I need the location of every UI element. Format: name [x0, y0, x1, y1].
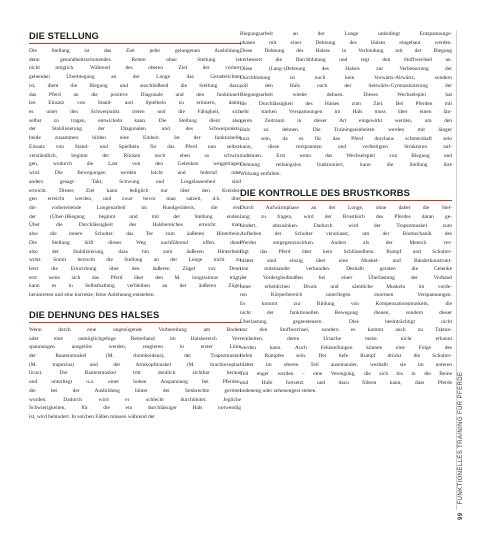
text-line: bodeneng oder zehenengest stehen. [240, 388, 317, 395]
text-line: die Durchlässigkeit des Halses zum Ziel. Bei Pferden mit [240, 100, 452, 107]
text-line: soll den Hals nach der Seitwärts-Gymnastizierung der [240, 83, 452, 90]
section-gap [240, 178, 452, 187]
text-line: wurden. Dadurch wird er schlecht durchblutet. Jegliche [29, 396, 241, 403]
text-line: verbessert die Durchblutung und regt den Stoffwechsel an. [240, 57, 452, 64]
text-line: Pferdes entgegenzuwirken. Anders als der Mensch ver- [240, 240, 452, 247]
text-line: (M. trapezius) und der Armkopfmuskel (M. brachiocepha- [29, 361, 241, 368]
text-line: erreicht. Dieses Ziel kann lediglich nur über den Kreisbo- [29, 187, 241, 194]
page-number: 99 [458, 512, 464, 520]
text-line: Es kommt zur Bildung von Kompensationsmuskeln, die [240, 301, 452, 308]
text-line: lung zu fragen, wird der Brustkorb des Pferdes daran ge- [240, 213, 452, 220]
text-line: der (Über-)Biegung beginnt und mit der Stellung enden. [29, 213, 241, 220]
text-line: der Rautenmuskel (M. rhomboideus), der Trapezmuskel [29, 353, 241, 359]
text-line: ren Körperbereich unterliegen enormen Verspannungen. [240, 292, 452, 299]
text-line: fügt das Pferd über kein Schlüsselbein. Rumpf und Schulter- [240, 248, 452, 255]
text-line: sehr starken Verspannungen im Hals muss über einen län- [240, 109, 452, 116]
text-line: wird. Die Bewegungen werden leicht und federnd oder [29, 170, 241, 177]
text-line: blätter im oberen Teil auseinander, weshalb sie im unteren [240, 362, 452, 369]
running-footer [458, 180, 470, 520]
text-line: Hals zu dehnen. Die Trainingseinheiten werden mit länger [240, 126, 452, 133]
text-line: Biegungsarbeit an der Longe unbedingt Entspannungs- [240, 31, 452, 37]
text-line: Die Stellung ist das Ziel jeder gelungenen Ausbildung, [29, 48, 241, 54]
text-line: Schwierigkeiten, für die ein durchlässiger Hals notwendig [29, 405, 241, 412]
text-line: und Hufe fortsetzt und dazu führen kann, dass Pferde [240, 379, 452, 386]
text-line: werden kann. Auch Fehlstellungen können eine Folge des [240, 344, 452, 351]
text-line: es unter den Schwerpunkt treten und die Fähigkeit, sich [29, 109, 241, 116]
text-line: selbst zu tragen, entwickeln kann. Die Stellung dient also [29, 117, 241, 124]
text-line: kann, diese verspannten und verfestigten Strukturen auf- [240, 144, 452, 151]
text-line: Biegungsarbeit wieder dehnen. Dieses Wechselspiel hat [240, 92, 452, 99]
text-line: unter erheblichen Druck und sämtliche Muskeln im vorde- [240, 283, 452, 290]
section-heading-dehnung-des-halses: DIE DEHNUNG DES HALSES [29, 309, 241, 323]
text-line: spannungen ausgelöst werden, reagieren in erster Linie [29, 344, 241, 351]
text-line: phasen mit einer Dehnung des Halses eingebaut werden. [240, 39, 452, 46]
text-line: gehenden Überbiegung an der Longe das Geraderichten [29, 74, 241, 81]
text-line: hindert, abzusinken. Dadurch wird der Trapezmuskel zum [240, 222, 452, 229]
text-line: tiefen Rumpfes sein. Der tiefe Rumpf drückt die Schulter- [240, 353, 452, 360]
text-line: blätter sind einzig über eine Muskel- und Bänderkonstrukt- [240, 257, 452, 264]
text-line: len Einsatz von Stand- und Spielbein zu erinnern, damit [29, 100, 241, 107]
text-line: Wirkung entfalten. [240, 170, 281, 177]
text-line: also der Stabilisierung, dass hin zum äußeren Hinterbein [29, 248, 241, 255]
text-line: also die innere Schulter, das Tor zum äußeren Hinterbein. [29, 231, 241, 238]
text-line: denn gesundheitsschonendes Reiten ohne Stellung ist [29, 56, 241, 63]
paragraph-dehnung-des-halses [29, 326, 241, 422]
text-line: nicht der funktionellen Bewegung dienen, sondern dieser [240, 309, 452, 316]
text-line: letzt die Einwirkung über den äußeren Zügel vor. Denn [29, 265, 241, 272]
text-line: Wenn durch eine ungenügende Vorbereitung am Boden [29, 326, 241, 333]
text-line: Überlastung gegensteuern. Dies beeinträchtigt nicht [240, 318, 452, 325]
text-line: kurz sein, da es für das Pferd durchaus schmerzhaft sein [240, 135, 452, 142]
text-line: wirkt. Somit herrscht die Stellung an der Longe nicht zu [29, 257, 241, 264]
text-line: der Stabilisierung der Diagonalen und des Schwerpunkts, [29, 126, 241, 133]
right-column [240, 30, 452, 396]
left-column [29, 30, 241, 422]
text-line: anders gesagt: Takt, Schwung und Losgelassenheit sind [29, 178, 241, 185]
text-line: die bei der Ausbildung hinter der Senkrechte geritten [29, 387, 241, 394]
text-line: nicht möglich. Während des oberen Ziel der vorher- [29, 65, 241, 72]
margin-rule [456, 30, 457, 510]
section-heading-kontrolle-des-brustkorbs: DIE KONTROLLE DES BRUSTKORBS [240, 187, 452, 201]
text-line: herantreten und eine korrekte, feine Anlehnung entstehen. [29, 292, 155, 299]
text-line: nur den Stoffwechsel, sondern es kommt auch zu Taktun- [240, 327, 452, 334]
text-line: der Vordergliedmaßen bei einer Überlastung der Vorhand [240, 274, 452, 281]
text-line: ist, wird behindert. In solchen Fällen müssen während der [29, 414, 155, 421]
section-gap [29, 300, 241, 309]
text-line: Einsatz von Stand- und Spielbein für das Pferd nun selbst- [29, 143, 241, 150]
paragraph-dehnung-continued [240, 30, 452, 178]
text-line: Aufheben der Schulter veranlasst, um der Biomechanik des [240, 231, 452, 238]
running-title: FUNKTIONELLES TRAINING FÜR PFERDE [458, 371, 464, 505]
text-line: Durchblutung ist noch kein Vorwärts-Abwärts, sondern [240, 74, 452, 81]
text-line: Diese Dehnung des Halses in Verbindung mit der Biegung [240, 48, 452, 55]
text-line: Die Stellung hilft dieses Weg nachführend offen, dient [29, 239, 241, 246]
text-line: Dehnung reibungslos funktioniert, kann die Stellung ihre [240, 161, 452, 168]
text-line: zudehnen. Erst wenn das Wechselspiel von Biegung und [240, 153, 452, 160]
text-line: oder eine unmöglichgebige Reiterhand im Halsbereich Ver- [29, 335, 241, 342]
text-line: Teil enger werden – eine Verengung, die sich bis in die Beine [240, 370, 452, 377]
text-line: kann es in Selbsthaltung verbleiben an der äußeren Zügel [29, 283, 241, 290]
text-line: die vorbereitende Longenarbeit im Rundgerädeck, die erst [29, 204, 241, 211]
text-line: reinheiten, deren Ursache meist nicht erkannt [240, 336, 452, 342]
text-line: tion miteinander verbunden. Deshalb geraten die Gelenke [240, 266, 452, 273]
paragraph-kontrolle-des-brustkorbs [240, 204, 452, 396]
text-line: Durch Aufwärmphase an der Longe, ohne dabei die Stel- [240, 205, 452, 212]
paragraph-die-stellung [29, 47, 241, 300]
text-line: Über die Durchlässigkeit des Halsbereiches erreicht man [29, 222, 241, 229]
text-line: erst wenn sich das Pferd über den M. longissimus trägt, [29, 274, 241, 281]
text-line: beide zusammen bilden eine Einheit. Ist der funktionelle [29, 135, 241, 142]
text-line: geren Zeitraum in dieser Art eingewirkt werden, um den [240, 118, 452, 125]
text-line: gen erreicht werden, und zwar bevor man satzelt, d.h. über [29, 196, 241, 203]
text-line: gen, wodurch die Last von den Gelenken weggetragen [29, 161, 241, 168]
text-line: ist, dient die Biegung und anschließend die Stellung dazu, [29, 82, 241, 89]
text-line: licus). Der Rautenmuskel tritt deutlich sichtbar heraus [29, 370, 241, 377]
text-line: Diese (Lang-)Dehnung des Halses zur Verbesserung der [240, 65, 452, 72]
text-line: verständlich, beginnt der Rücken noch eben so schwin- [29, 152, 241, 159]
text-line: das Pferd an die positive Diagonale und den funktionel- [29, 91, 241, 98]
text-line: und unterliegt u.a. einer hohen Anspannung bei Pferden, [29, 379, 241, 386]
section-heading-die-stellung: DIE STELLUNG [29, 30, 241, 44]
